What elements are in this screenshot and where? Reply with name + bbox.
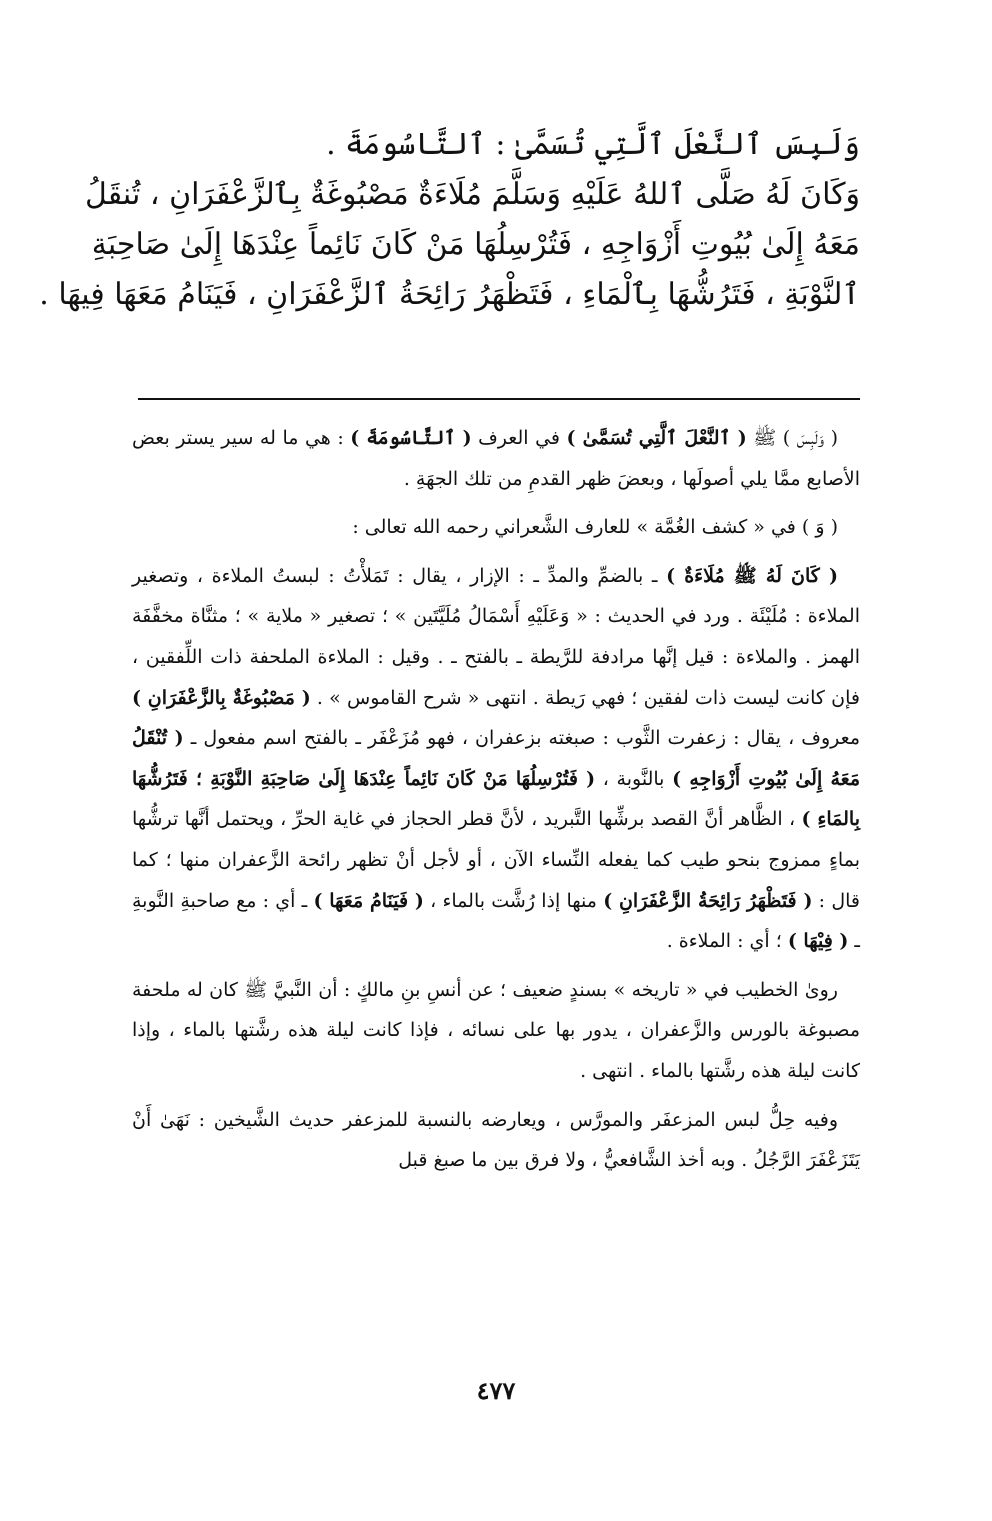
quoted-matn: ( فَتَظْهَرُ رَائِحَةُ الزَّعْفَرَانِ ) — [603, 889, 813, 912]
quoted-matn: ( فَيَنَامُ مَعَهَا ) — [313, 889, 424, 912]
commentary-paragraph — [132, 1100, 860, 1181]
quoted-matn: ( مَصْبُوغَةٌ بِالزَّعْفَرَانِ ) — [132, 686, 311, 709]
commentary — [132, 418, 860, 1181]
main-text — [39, 120, 860, 320]
main-text-line: وَكَانَ لَهُ صَلَّى ٱللهُ عَلَيْهِ وَسَلَّمَ مُلَاءَةٌ مَصْبُوغَةٌ بِٱلزَّعْفَرَانِ ، تُنقَلُ — [85, 177, 860, 212]
main-text-line: وَلَبِسَ ٱلنَّعْلَ ٱلَّتِي تُسَمَّىٰ : ٱلتَّاسُومَةَ . — [326, 127, 860, 162]
hadith-quote: نَهَىٰ أَنْ يَتَزَعْفَرَ الرَّجُلُ — [132, 1108, 860, 1172]
commentary-text: وفيه حِلُّ لبس المزعفَر والمورَّس ، ويعارضه بالنسبة للمزعفر حديث الشَّيخين : — [189, 1108, 838, 1131]
commentary-text: ( وَلَبِسَ ) ﷺ — [746, 427, 839, 449]
commentary-paragraph — [132, 556, 860, 962]
quoted-matn: ( فِيْهَا ) — [787, 930, 849, 953]
commentary-text: ؛ أي : الملاءة . — [666, 930, 788, 953]
commentary-text: ، الظَّاهر أنَّ القصد برشِّها التَّبريد ، لأنَّ قطر الحجاز في غاية الحرِّ ، ويحتمل أنَّها ترشُّها بماءٍ ممزوج بنحو طيب كما يفعله النِّساء الآن ، أو لأجل أنْ تظهر رائحة الزَّعفران منها ؛ كما قال : — [132, 808, 860, 912]
commentary-text: بالنَّوبة ، — [595, 767, 673, 790]
quoted-matn: ( تُنْقَلُ مَعَهُ إِلَىٰ بُيُوتِ أَزْوَاجِهِ ) — [132, 727, 861, 790]
footnote-divider — [138, 398, 860, 400]
commentary-text: : هي ما له سير يستر بعض الأصابع ممَّا يلي أصولَها ، وبعضَ ظهر القدمِ من تلك الجهَةِ . — [132, 427, 860, 490]
page-number: ٤٧٧ — [476, 1376, 516, 1405]
quoted-matn: ( ٱلتَّاسُومَةَ ) — [350, 427, 472, 449]
commentary-paragraph: روىٰ الخطيب في « تاريخه » بسندٍ ضعيف ؛ عن أنسِ بنِ مالكٍ : أن النَّبيَّ ﷺ كان له ملحفة مصبوغة بالورس والزَّعفران ، يدور بها على نسائه ، فإذا كانت ليلة هذه رشَّتها بالماء ، وإذا كانت ليلة هذه رشَّتها بالماء . انتهى . — [132, 978, 860, 1082]
quoted-matn: ( ٱلنَّعْلَ ٱلَّتِي تُسَمَّىٰ ) — [566, 427, 747, 449]
commentary-paragraph — [132, 418, 860, 499]
commentary-text: ـ بالضمِّ والمدِّ ـ : الإزار ، يقال : تَمَلأْتُ : لبستُ الملاءة ، وتصغير الملاءة : مُلَيْئَة . ورد في الحديث : « وَعَلَيْهِ أَسْمَالُ مُلَيَّتَين » ؛ تصغير « ملاية » ؛ مثنَّاة مخفَّفَة الهمز . والملاءة : قيل إنَّها مرادفة للرَّيطة ـ بالفتح ـ . وقيل : الملاءة الملحفة ذات اللِّفقين ، فإن كانت ليست ذات لفقين ؛ فهي رَيطة . انتهى « شرح القاموس » . — [132, 564, 860, 709]
main-text-line: مَعَهُ إِلَىٰ بُيُوتِ أَزْوَاجِهِ ، فَتُرْسِلُهَا مَنْ كَانَ نَائِماً عِنْدَهَا إِلَىٰ صَاحِبَةِ — [91, 227, 860, 262]
commentary-text: معروف ، يقال : زعفرت الثَّوب : صبغته بزعفران ، فهو مُزَعْفَر ـ بالفتح اسم مفعول ـ — [183, 727, 860, 750]
commentary-paragraph: ( وَ ) في « كشف الغُمَّة » للعارف الشَّعراني رحمه الله تعالى : — [352, 516, 838, 539]
quoted-matn: ( فَتُرْسِلُهَا مَنْ كَانَ نَائِماً عِنْدَهَا إِلَىٰ صَاحِبَةِ النَّوْبَةِ ؛ فَتَرُشُّهَا بِالمَاءِ ) — [132, 767, 860, 831]
commentary-text: . وبه أخذ الشَّافعيُّ ، ولا فرق بين ما صبغ قبل — [398, 1149, 754, 1172]
quoted-matn: ( كَانَ لَهُ ﷺ مُلَاءَةٌ ) — [666, 564, 838, 587]
commentary-text: ـ أي : مع صاحبةِ النَّوبةِ ـ — [132, 889, 860, 953]
main-text-line: ٱلنَّوْبَةِ ، فَتَرُشُّهَا بِٱلْمَاءِ ، فَتَظْهَرُ رَائِحَةُ ٱلزَّعْفَرَانِ ، فَيَنَامُ مَعَهَا فِيهَا . — [39, 277, 860, 312]
commentary-text: منها إذا رُشَّت بالماء ، — [423, 889, 604, 912]
commentary-text: في العرف — [471, 427, 567, 449]
